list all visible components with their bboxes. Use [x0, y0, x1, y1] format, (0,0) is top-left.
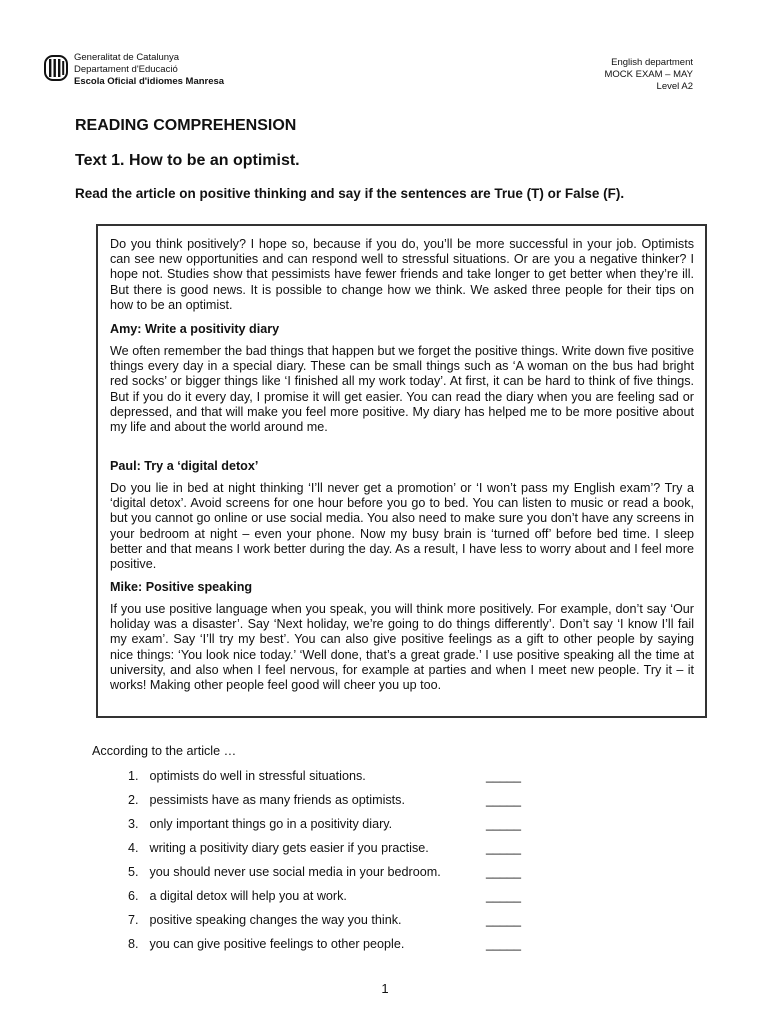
section-body-paul: Do you lie in bed at night thinking ‘I’ll never get a promotion’ or ‘I won’t pass my English exam’? Try a ‘digital detox’. Avoid screens for one hour before you go to bed. You can listen to music or read a book, but you cannot go online or use social media. You also need to make sure you don’t have any screens in your bedroom at night – even your phone. Now my busy brain is ‘turned off’ before bed time. I sleep better and that means I work better during the day. As a result, I have less to worry about and I feel more positive.: [110, 481, 694, 572]
question-item: [128, 816, 528, 840]
answer-blank[interactable]: _____: [486, 889, 522, 903]
section-heading-amy: Amy: Write a positivity diary: [110, 322, 280, 336]
generalitat-logo-icon: [44, 54, 68, 82]
question-text: you should never use social media in your bedroom.: [149, 865, 441, 879]
department-line: Level A2: [656, 81, 693, 92]
question-text: pessimists have as many friends as optimists.: [149, 793, 405, 807]
answer-blank[interactable]: _____: [486, 841, 522, 855]
question-number: 4.: [128, 841, 139, 855]
answer-blank[interactable]: _____: [486, 937, 522, 951]
section-heading-paul: Paul: Try a ‘digital detox’: [110, 459, 259, 473]
answer-blank[interactable]: _____: [486, 865, 522, 879]
question-number: 2.: [128, 793, 139, 807]
question-item: [128, 936, 528, 960]
article-intro: Do you think positively? I hope so, because if you do, you’ll be more successful in your job. Optimists can see new opportunities and can respond well to stressful situations. Or are you a negative thinker? I hope not. Studies show that pessimists have fewer friends and take longer to get better when they’re ill. But there is good news. It is possible to change how we think. We asked three people for their tips on how to be an optimist.: [110, 237, 694, 312]
section-body-amy: We often remember the bad things that happen but we forget the positive things. Write down five positive things every day in a special diary. These can be small things such as ‘A woman on the bus had bright red socks’ or bigger things like ‘I finished all my work today’. At first, it can be hard to think of five things. But if you do it every day, I promise it will get easier. You can read the diary when you are feeling sad or depressed, and that will make you feel more positive. My diary has helped me to be more positive about my life and about the world around me.: [110, 344, 694, 435]
question-number: 5.: [128, 865, 139, 879]
department-block: [604, 57, 693, 93]
text-title: Text 1. How to be an optimist.: [75, 152, 300, 169]
institution-block: [74, 52, 224, 88]
institution-line: Departament d'Educació: [74, 64, 178, 75]
answer-blank[interactable]: _____: [486, 817, 522, 831]
answer-blank[interactable]: _____: [486, 769, 522, 783]
according-intro: According to the article …: [92, 744, 237, 758]
question-item: [128, 912, 528, 936]
section-divider-tick: [705, 322, 707, 338]
question-text: optimists do well in stressful situations.: [149, 769, 366, 783]
question-text: only important things go in a positivity diary.: [149, 817, 393, 831]
question-item: [128, 888, 528, 912]
department-line: English department: [611, 57, 693, 68]
question-text: a digital detox will help you at work.: [149, 889, 347, 903]
question-number: 1.: [128, 769, 139, 783]
question-number: 3.: [128, 817, 139, 831]
question-number: 8.: [128, 937, 139, 951]
question-list: [128, 768, 528, 960]
question-item: [128, 768, 528, 792]
section-divider-tick: [96, 322, 98, 338]
question-text: positive speaking changes the way you think.: [149, 913, 402, 927]
question-number: 6.: [128, 889, 139, 903]
question-item: [128, 792, 528, 816]
answer-blank[interactable]: _____: [486, 913, 522, 927]
section-divider-tick: [96, 600, 98, 616]
section-title: READING COMPREHENSION: [75, 117, 297, 134]
question-item: [128, 840, 528, 864]
institution-line: Escola Oficial d'idiomes Manresa: [74, 76, 225, 87]
section-heading-mike: Mike: Positive speaking: [110, 580, 253, 594]
section-divider-tick: [705, 600, 707, 616]
page-number: 1: [381, 981, 389, 996]
department-line: MOCK EXAM – MAY: [604, 69, 693, 80]
question-number: 7.: [128, 913, 139, 927]
question-item: [128, 864, 528, 888]
instruction: Read the article on positive thinking and say if the sentences are True (T) or False (F).: [75, 186, 625, 201]
answer-blank[interactable]: _____: [486, 793, 522, 807]
institution-line: Generalitat de Catalunya: [74, 52, 180, 63]
question-text: you can give positive feelings to other people.: [149, 937, 405, 951]
question-text: writing a positivity diary gets easier if you practise.: [149, 841, 429, 855]
section-body-mike: If you use positive language when you speak, you will think more positively. For example, don’t say ‘Our holiday was a disaster’. Say ‘Next holiday, we’re going to do things differently’. Don’t say ‘I know I’ll fail my exam’. Say ‘I’ll try my best’. You can also give positive feelings as a gift to other people by saying nice things: ‘You look nice today.’ ‘Well done, that’s a great grade.’ I use positive speaking all the time at university, and also when I feel nervous, for example at parties and when I meet new people. Try it – it works! Making other people feel good will cheer you up too.: [110, 602, 694, 693]
